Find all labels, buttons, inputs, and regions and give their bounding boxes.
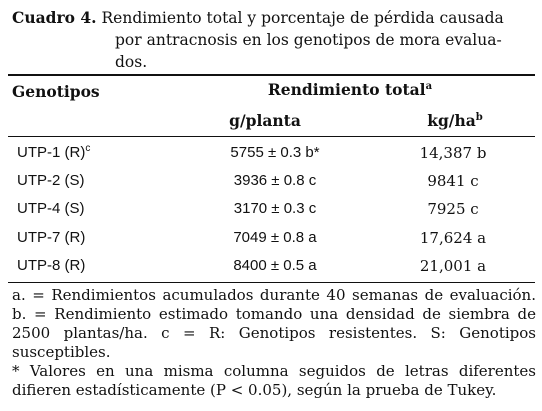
table-bottom-rule: [8, 282, 535, 283]
cell-kg-ha: 14,387 b: [419, 144, 487, 162]
caption-line-3: dos.: [115, 53, 148, 71]
cell-genotipo-text: UTP-7 (R): [17, 228, 86, 246]
header-kgha-sup: b: [475, 111, 483, 123]
header-kg-ha: [380, 111, 530, 130]
cell-genotipo-sup: c: [85, 143, 91, 154]
table-top-rule: [8, 74, 535, 76]
table-row: [0, 195, 542, 223]
cell-g-planta: 7049 ± 0.8 a: [233, 228, 317, 246]
header-rendimiento-total: [180, 80, 520, 99]
table-row: [0, 167, 542, 195]
footnote-significance: * Valores en una misma columna seguidos de letras diferentes difieren estadísticamente (P < 0.05), según la prueba de Tukey.: [12, 362, 536, 399]
header-genotipos: Genotipos: [12, 82, 100, 101]
cell-genotipo: [17, 139, 90, 167]
cell-genotipo: [17, 252, 85, 280]
cell-genotipo: [17, 167, 85, 195]
header-rendimiento-sup: a: [425, 80, 433, 92]
table-row: [0, 224, 542, 252]
footnote-abbreviations: a. = Rendimientos acumulados durante 40 semanas de evaluación. b. = Rendimiento estimado tomando una densidad de siembra de 2500 plantas/ha. c = R: Genotipos resistentes. S: Genotipos susceptibles.: [12, 286, 536, 361]
cell-kg-ha: 9841 c: [427, 172, 479, 191]
cell-g-planta: 3936 ± 0.8 c: [233, 172, 317, 190]
cell-kg-ha: 17,624 a: [419, 228, 487, 247]
cell-genotipo: [17, 195, 85, 223]
table-footnotes: [12, 286, 536, 400]
cell-genotipo-text: UTP-8 (R): [17, 256, 86, 274]
caption-line-2: por antracnosis en los genotipos de mora evalua-: [115, 31, 502, 49]
cell-genotipo-text: UTP-4 (S): [17, 200, 85, 218]
caption-label: Cuadro 4.: [12, 8, 97, 27]
cell-kg-ha: 21,001 a: [419, 256, 487, 275]
header-g-planta: g/planta: [229, 111, 301, 130]
header-rendimiento-text: Rendimiento total: [267, 80, 426, 99]
table-row: [0, 139, 542, 167]
header-rule: [8, 136, 535, 137]
table-caption: [12, 7, 537, 73]
table-row: [0, 252, 542, 280]
cell-g-planta: 5755 ± 0.3 b*: [230, 144, 320, 161]
header-kgha-text: kg/ha: [427, 111, 476, 130]
cell-kg-ha: 7925 c: [427, 200, 479, 219]
caption-text-1: Rendimiento total y porcentaje de pérdida causada: [101, 9, 504, 27]
cell-g-planta: 8400 ± 0.5 a: [233, 256, 317, 274]
cell-genotipo: [17, 224, 85, 252]
caption-line-1: [12, 7, 537, 29]
cell-g-planta: 3170 ± 0.3 c: [233, 200, 317, 218]
cell-genotipo-text: UTP-2 (S): [17, 172, 85, 190]
cell-genotipo-text: UTP-1 (R): [17, 144, 86, 161]
